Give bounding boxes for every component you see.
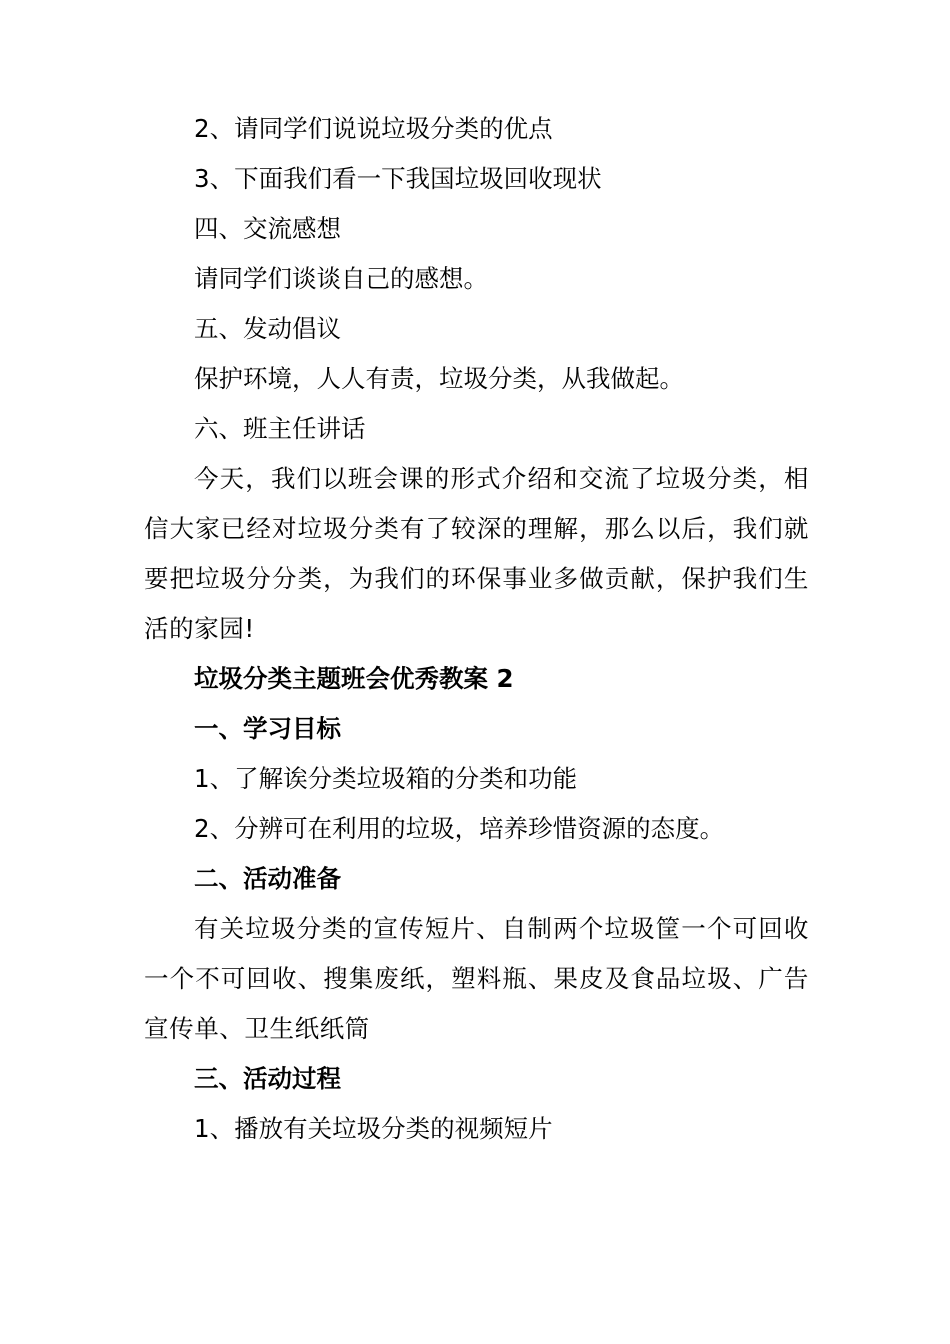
section-heading-preparation: 二、活动准备	[194, 864, 341, 893]
paragraph-closing: 今天，我们以班会课的形式介绍和交流了垃圾分类，相信大家已经对垃圾分类有了较深的理解，那么以后，我们就要把垃圾分分类，为我们的环保事业多做贡献，保护我们生活的家园!	[144, 464, 809, 643]
paragraph-exchange: 请同学们谈谈自己的感想。	[194, 264, 488, 293]
section-heading-exchange: 四、交流感想	[194, 214, 341, 243]
document-body	[144, 104, 809, 1154]
section-heading-initiative: 五、发动倡议	[194, 314, 341, 343]
list-item-goal-1: 1、了解诶分类垃圾箱的分类和功能	[194, 764, 578, 793]
lesson-plan-title: 垃圾分类主题班会优秀教案 2	[194, 664, 514, 693]
paragraph-initiative: 保护环境，人人有责，垃圾分类，从我做起。	[194, 364, 684, 393]
paragraph-preparation: 有关垃圾分类的宣传短片、自制两个垃圾筐一个可回收一个不可回收、搜集废纸，塑料瓶、果皮及食品垃圾、广告宣传单、卫生纸纸筒	[144, 914, 809, 1043]
list-item-advantages: 2、请同学们说说垃圾分类的优点	[194, 114, 553, 143]
list-item-goal-2: 2、分辨可在利用的垃圾，培养珍惜资源的态度。	[194, 814, 725, 843]
list-item-recycling-status: 3、下面我们看一下我国垃圾回收现状	[194, 164, 602, 193]
section-heading-teacher-speech: 六、班主任讲话	[194, 414, 366, 443]
section-heading-goals: 一、学习目标	[194, 714, 341, 743]
section-heading-process: 三、活动过程	[194, 1064, 341, 1093]
list-item-process-1: 1、播放有关垃圾分类的视频短片	[194, 1114, 553, 1143]
